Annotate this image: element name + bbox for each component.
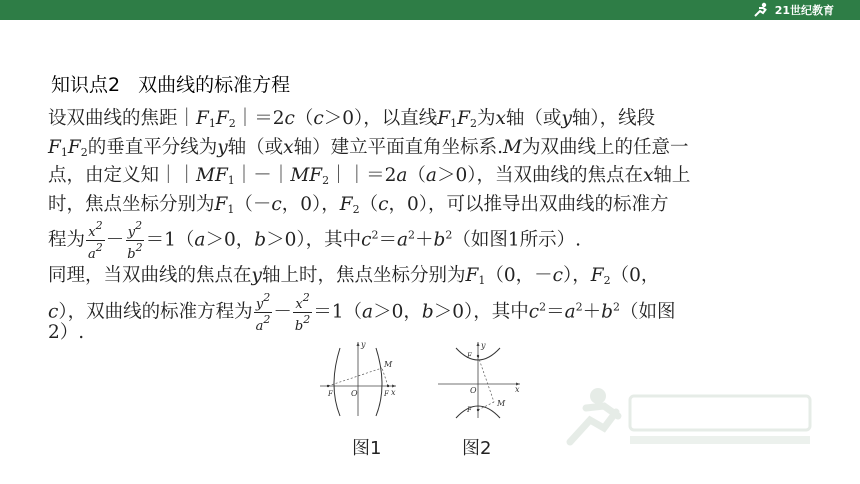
logo-text: 21世纪教育 (774, 4, 834, 17)
text: 轴上 (653, 165, 691, 186)
text: （－ (234, 193, 272, 215)
p1-line-1: 设双曲线的焦距$|F_1F_2|=2c(c>0)$，以直线$F_1F_2$为x轴（或y轴），线段 (48, 108, 656, 130)
text: 轴上时，焦点坐标分别为 (261, 265, 466, 286)
fig1-f1-label: F (328, 390, 333, 398)
hyperbola-y-axis-diagram (436, 340, 526, 420)
top-bar (0, 0, 860, 20)
fig1-y-label: y (361, 340, 366, 349)
fig1-x-label: x (391, 388, 396, 397)
text: ），双曲线的标准方程为 (58, 301, 253, 322)
p2-line-3 (48, 319, 808, 348)
fig1-origin-label: O (351, 389, 358, 398)
text: （0， (610, 265, 660, 286)
text: ＋ (415, 229, 434, 251)
fraction-x2-b2: $\frac{x^2}{b^2}$ (294, 290, 311, 334)
text: ＝ (546, 301, 565, 322)
p1-line-5: 程为 $\frac{x^2}{a^2}$ － $\frac{y^2}{b^2}$ ＝1（a＞0，b＞0），其中$c^2=a^2+b^2$（如图1所示）. (48, 219, 582, 262)
text: ＞0），当双曲线的焦点在 (436, 165, 643, 186)
text: ＝1（ (313, 301, 363, 322)
p2-line-1: 同理，当双曲线的焦点在y轴上时，焦点坐标分别为$F_1(0$，－c），$F_2(0$， (48, 265, 660, 287)
text: 程为 (48, 229, 86, 251)
text: ｜＝2 (235, 108, 285, 129)
text: 2）. (48, 322, 85, 343)
paragraph-2 (48, 262, 808, 348)
section-heading (51, 70, 308, 97)
text: 轴）建立平面直角坐标系. (293, 136, 503, 158)
text: ＋ (582, 301, 602, 322)
text: 为双曲线上的任意一 (521, 136, 689, 158)
text: ）， (562, 265, 591, 286)
text: （如图 (620, 301, 676, 322)
fig1-point-label: M (384, 360, 393, 369)
text: 设双曲线的焦距｜ (48, 108, 197, 129)
brand-logo (751, 1, 834, 19)
text: ｜－｜ (234, 165, 291, 186)
text: － (273, 301, 292, 322)
brand-watermark (560, 382, 820, 456)
text: ＞0），其中 (433, 301, 529, 322)
text: ＞0， (205, 229, 255, 251)
figure-1-caption: 图1 (352, 438, 382, 459)
text: ＞0， (373, 301, 422, 322)
text: 轴），线段 (571, 108, 656, 129)
text: （ (359, 193, 379, 215)
text: 轴（或 (227, 136, 284, 158)
text: （ (294, 108, 314, 129)
fig2-y-label: y (481, 341, 486, 350)
paragraph-1 (48, 105, 808, 262)
section-title: 双曲线的标准方程 (138, 74, 291, 96)
text: ，0），可以推导出双曲线的标准方 (388, 193, 669, 215)
figure-1 (318, 338, 398, 422)
text: 的垂直平分线为 (87, 136, 218, 158)
text: 点，由定义知｜｜ (48, 165, 197, 186)
fraction-y2-b2: $\frac{y^2}{b^2}$ (127, 219, 143, 262)
fraction-x2-a2: $\frac{x^2}{a^2}$ (88, 219, 103, 262)
text: ＞0），其中 (266, 229, 362, 251)
text: － (105, 229, 125, 251)
hyperbola-x-axis-diagram (318, 338, 398, 418)
text: ，0）， (281, 193, 340, 215)
fig2-x-label: x (515, 385, 520, 394)
text: ＝1（ (145, 229, 195, 251)
figure-2 (436, 340, 526, 424)
p1-line-4: 时，焦点坐标分别为$F_1(-c$，0），$F_2(c$，0），可以推导出双曲线的标准方 (48, 193, 669, 216)
runner-icon (751, 2, 771, 18)
p1-line-3: 点，由定义知$||MF_1|-|MF_2||=2a(a>0)$，当双曲线的焦点在x轴上 (48, 165, 691, 187)
fraction-y2-a2: $\frac{y^2}{a^2}$ (255, 290, 271, 334)
text: （如图1所示）. (452, 229, 582, 251)
text: ＝ (378, 229, 397, 251)
figure-2-caption: 图2 (462, 438, 492, 459)
text: ｜｜＝2 (329, 165, 397, 186)
text: 时，焦点坐标分别为 (48, 193, 215, 215)
fig1-f2-label: F (384, 390, 389, 398)
section-number: 知识点2 (51, 74, 121, 96)
text: 同理，当双曲线的焦点在 (48, 265, 252, 286)
fig2-f1-label: F (467, 406, 472, 414)
text: （0，－ (485, 265, 553, 286)
text: 为 (476, 108, 496, 129)
text: （ (407, 165, 426, 186)
p1-line-2: $F_1F_2$的垂直平分线为y轴（或x轴）建立平面直角坐标系.M为双曲线上的任意一 (48, 136, 689, 159)
text: 轴（或 (505, 108, 562, 129)
text: ＞0），以直线 (323, 108, 438, 129)
fig2-point-label: M (497, 399, 506, 408)
fig2-origin-label: O (470, 386, 477, 395)
fig2-f2-label: F (467, 352, 472, 360)
watermark-logo-icon (560, 382, 820, 452)
p2-line-2: c），双曲线的标准方程为 $\frac{y^2}{a^2}$ － $\frac{x^2}{b^2}$ ＝1（a＞0，b＞0），其中$c^2=a^2+b^2$（如图 (48, 290, 676, 334)
